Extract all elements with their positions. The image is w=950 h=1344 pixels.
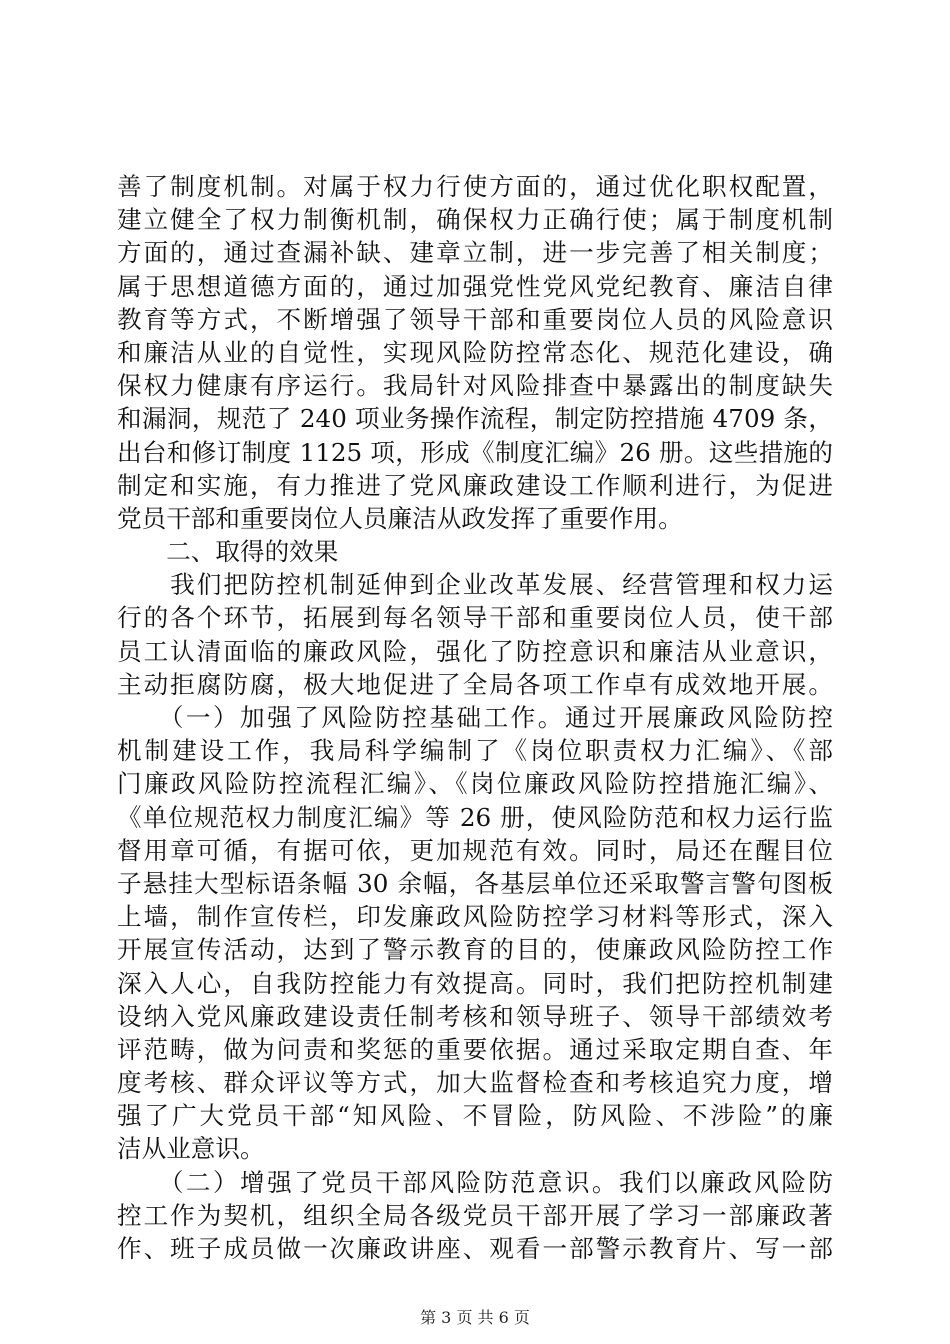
text-line: 深入人心，自我防控能力有效提高。同时，我们把防控机制建 bbox=[117, 968, 833, 998]
text-line: 设纳入党风廉政建设责任制考核和领导班子、领导干部绩效考 bbox=[117, 1001, 833, 1031]
text-line: 度考核、群众评议等方式，加大监督检查和考核追究力度，增 bbox=[117, 1068, 833, 1098]
text-line: 建立健全了权力制衡机制，确保权力正确行使；属于制度机制 bbox=[117, 205, 833, 235]
text-line: （二）增强了党员干部风险防范意识。我们以廉政风险防 bbox=[117, 1167, 833, 1197]
text-line: 机制建设工作，我局科学编制了《岗位职责权力汇编》、《部 bbox=[117, 736, 833, 766]
text-line: 员工认清面临的廉政风险，强化了防控意识和廉洁从业意识， bbox=[117, 636, 833, 666]
text-line: 和廉洁从业的自觉性，实现风险防控常态化、规范化建设，确 bbox=[117, 337, 833, 367]
text-line: 上墙，制作宣传栏，印发廉政风险防控学习材料等形式，深入 bbox=[117, 902, 833, 932]
text-line: 教育等方式，不断增强了领导干部和重要岗位人员的风险意识 bbox=[117, 304, 833, 334]
text-line: 洁从业意识。 bbox=[117, 1134, 265, 1164]
text-line: 我们把防控机制延伸到企业改革发展、经营管理和权力运 bbox=[117, 570, 833, 600]
text-line: 制定和实施，有力推进了党风廉政建设工作顺利进行，为促进 bbox=[117, 470, 833, 500]
text-line: 门廉政风险防控流程汇编》、《岗位廉政风险防控措施汇编》、 bbox=[117, 769, 833, 799]
text-line: 评范畴，做为问责和奖惩的重要依据。通过采取定期自查、年 bbox=[117, 1034, 833, 1064]
text-line: 二、取得的效果 bbox=[117, 537, 339, 567]
text-line: 作、班子成员做一次廉政讲座、观看一部警示教育片、写一部 bbox=[117, 1234, 833, 1263]
text-line: （一）加强了风险防控基础工作。通过开展廉政风险防控 bbox=[117, 703, 833, 732]
text-line: 属于思想道德方面的，通过加强党性党风党纪教育、廉洁自律 bbox=[117, 271, 833, 301]
text-line: 善了制度机制。对属于权力行使方面的，通过优化职权配置， bbox=[117, 172, 833, 201]
text-line: 强了广大党员干部“知风险、不冒险，防风险、不涉险”的廉 bbox=[117, 1101, 833, 1131]
body-text bbox=[117, 170, 833, 1265]
text-line: 督用章可循，有据可依，更加规范有效。同时，局还在醒目位 bbox=[117, 835, 833, 865]
text-line: 控工作为契机，组织全局各级党员干部开展了学习一部廉政著 bbox=[117, 1200, 833, 1230]
text-line: 子悬挂大型标语条幅 30 余幅，各基层单位还采取警言警句图板 bbox=[117, 868, 833, 898]
text-line: 《单位规范权力制度汇编》等 26 册，使风险防范和权力运行监 bbox=[117, 802, 833, 832]
text-line: 方面的，通过查漏补缺、建章立制，进一步完善了相关制度； bbox=[117, 238, 833, 268]
text-line: 行的各个环节，拓展到每名领导干部和重要岗位人员，使干部 bbox=[117, 603, 833, 633]
text-line: 保权力健康有序运行。我局针对风险排查中暴露出的制度缺失 bbox=[117, 371, 833, 401]
text-line: 和漏洞，规范了 240 项业务操作流程，制定防控措施 4709 条， bbox=[117, 404, 833, 434]
text-line: 出台和修订制度 1125 项，形成《制度汇编》26 册。这些措施的 bbox=[117, 437, 833, 467]
page-footer: 第 3 页 共 6 页 bbox=[420, 1308, 530, 1327]
text-line: 主动拒腐防腐，极大地促进了全局各项工作卓有成效地开展。 bbox=[117, 669, 833, 699]
text-line: 开展宣传活动，达到了警示教育的目的，使廉政风险防控工作 bbox=[117, 935, 833, 965]
text-line: 党员干部和重要岗位人员廉洁从政发挥了重要作用。 bbox=[117, 503, 683, 533]
